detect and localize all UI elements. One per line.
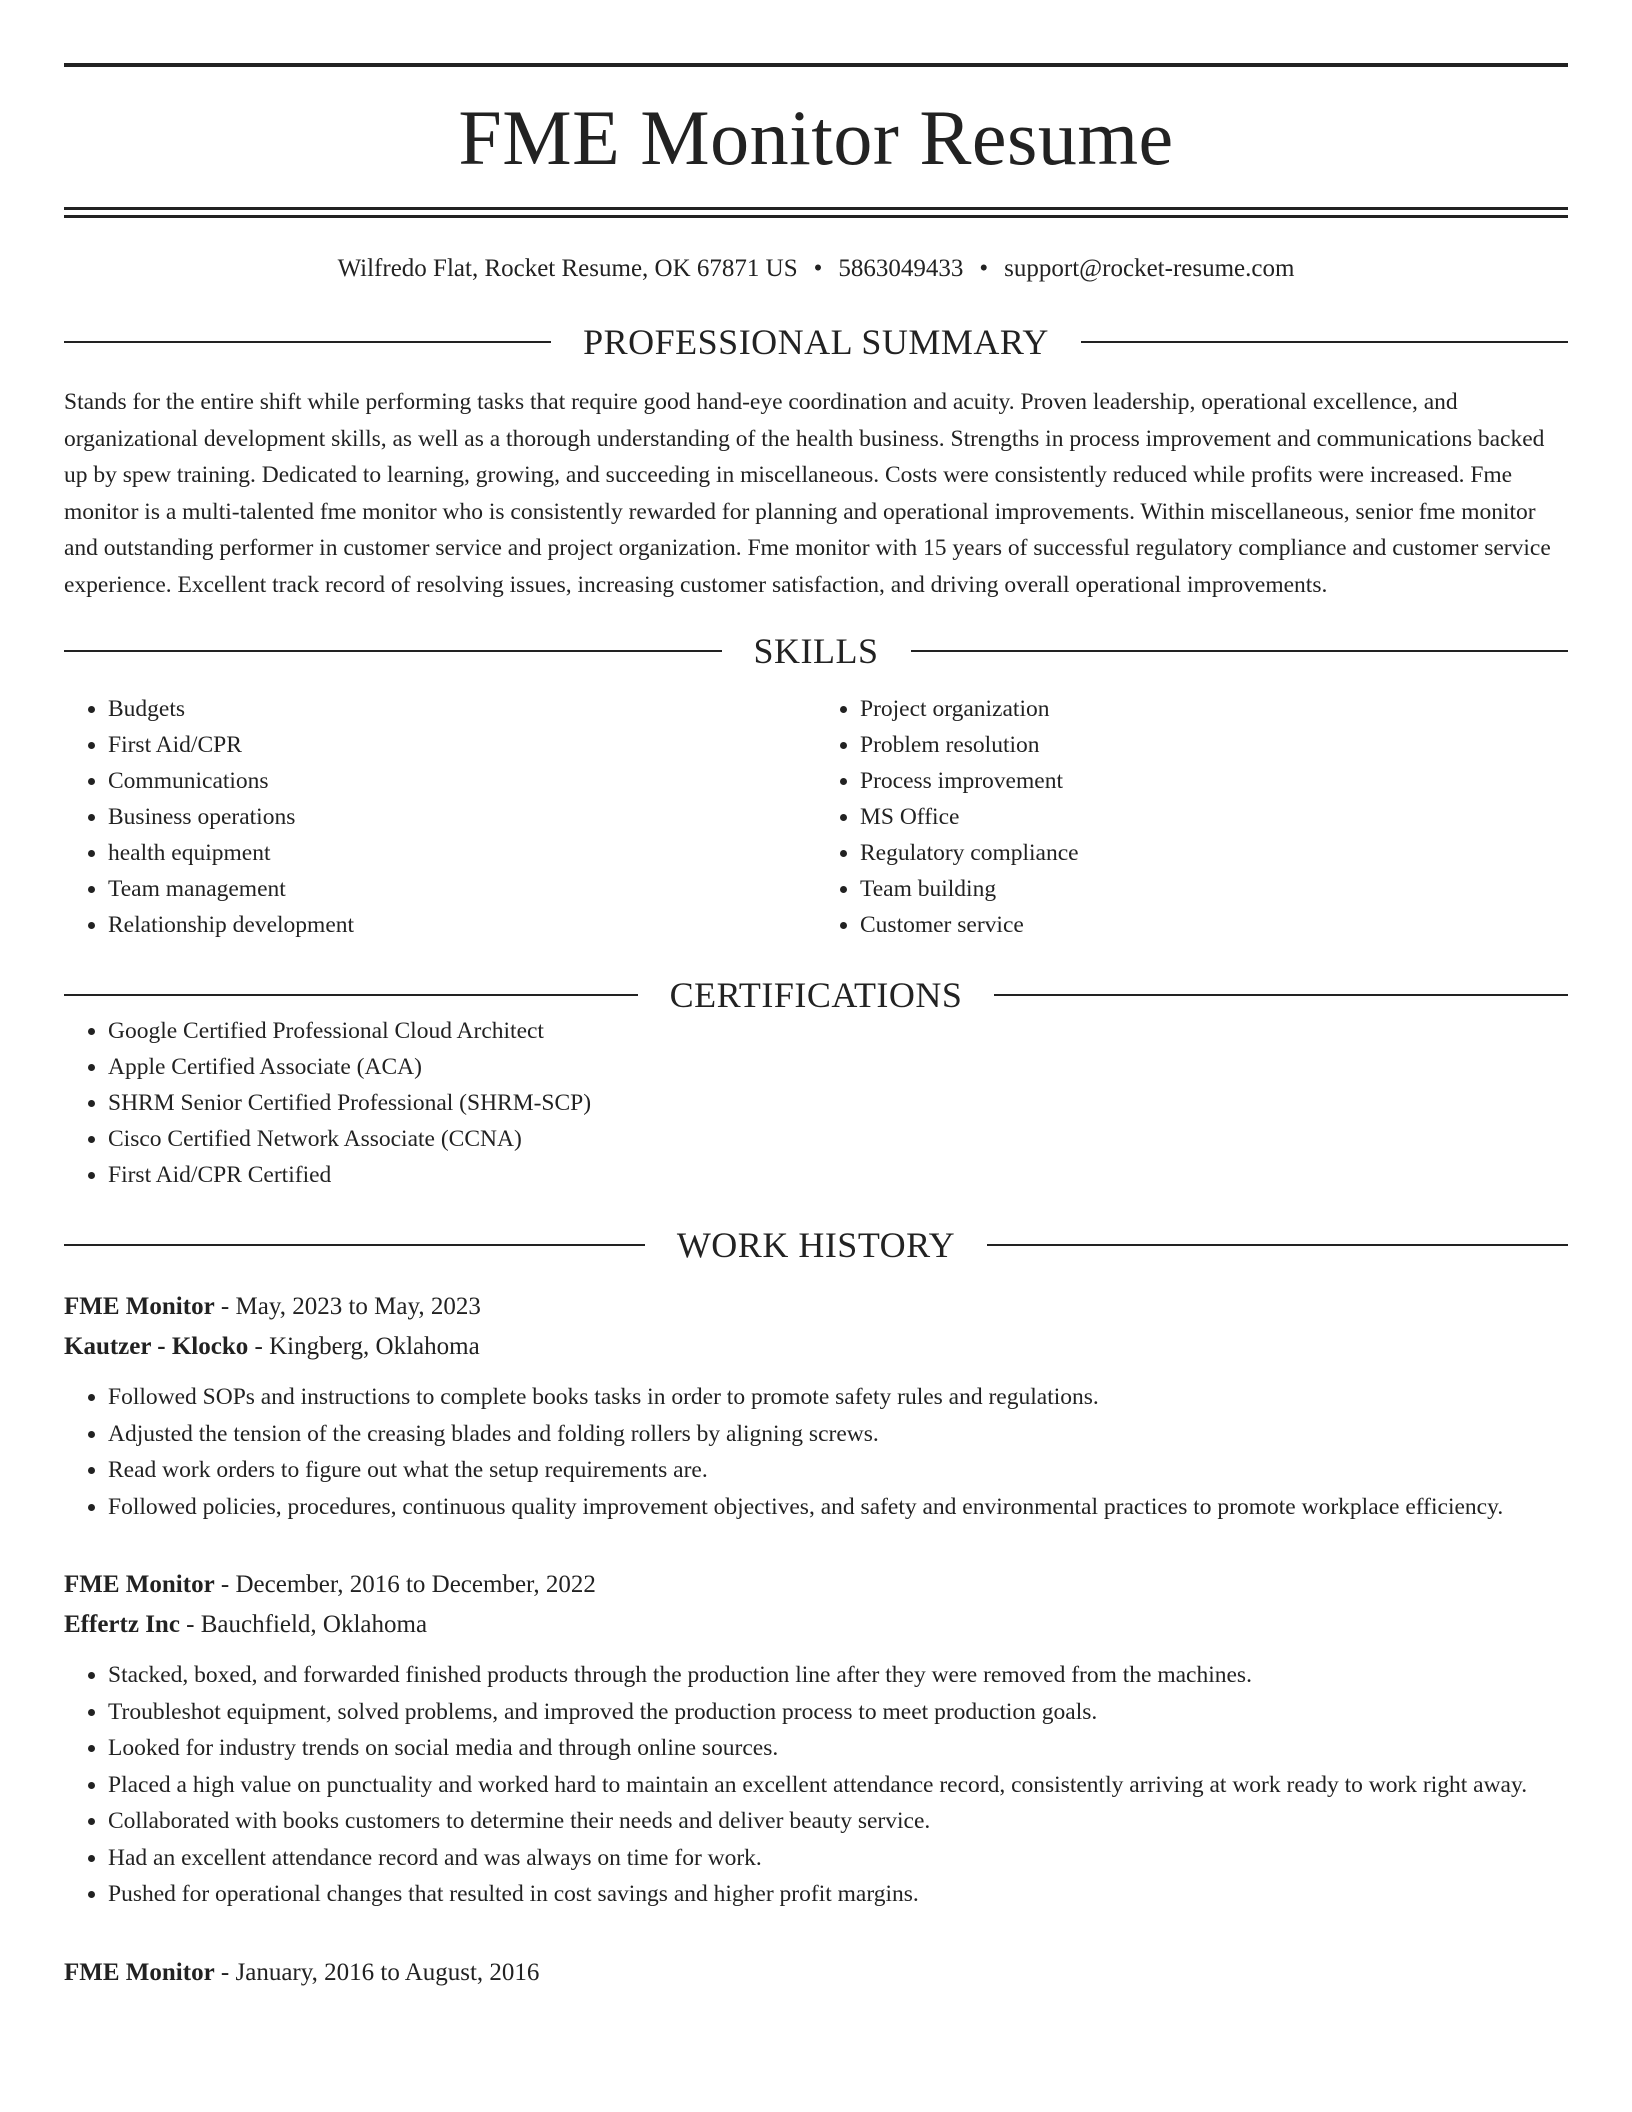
skill-item: • Problem resolution bbox=[860, 727, 1568, 763]
job-bullet: • Followed policies, procedures, continuous quality improvement objectives, and safety and environmental practices to promote workplace efficiency. bbox=[108, 1489, 1568, 1526]
skill-item: • Team management bbox=[108, 871, 816, 907]
certifications-list bbox=[64, 1013, 1568, 1193]
certification-item: • Cisco Certified Network Associate (CCNA) bbox=[108, 1121, 1568, 1157]
job-bullets bbox=[64, 1657, 1568, 1913]
job-bullet: • Stacked, boxed, and forwarded finished products through the production line after they were removed from the machines. bbox=[108, 1657, 1568, 1694]
heading-rule-right bbox=[994, 994, 1568, 996]
job-bullet: • Read work orders to figure out what the setup requirements are. bbox=[108, 1452, 1568, 1489]
job-location: Kingberg, Oklahoma bbox=[269, 1333, 480, 1360]
contact-address: Wilfredo Flat, Rocket Resume, OK 67871 US bbox=[337, 255, 798, 282]
skills-list-right bbox=[816, 691, 1568, 943]
job-bullet: • Collaborated with books customers to determine their needs and deliver beauty service. bbox=[108, 1803, 1568, 1840]
heading-rule-right bbox=[987, 1244, 1568, 1246]
skill-item: • health equipment bbox=[108, 835, 816, 871]
job-bullet: • Troubleshot equipment, solved problems, and improved the production process to meet production goals. bbox=[108, 1694, 1568, 1731]
job-bullet: • Had an excellent attendance record and was always on time for work. bbox=[108, 1840, 1568, 1877]
skill-item: • Regulatory compliance bbox=[860, 835, 1568, 871]
job-bullets bbox=[64, 1379, 1568, 1525]
job-title-line: FME Monitor - May, 2023 to May, 2023 bbox=[64, 1293, 481, 1320]
skill-item: • Project organization bbox=[860, 691, 1568, 727]
skill-item: • First Aid/CPR bbox=[108, 727, 816, 763]
skill-item: • Team building bbox=[860, 871, 1568, 907]
skills-section-heading bbox=[64, 633, 1568, 669]
job-dates: May, 2023 to May, 2023 bbox=[235, 1293, 481, 1320]
skill-item: • Business operations bbox=[108, 799, 816, 835]
job-title: FME Monitor bbox=[64, 1571, 215, 1598]
heading-rule-left bbox=[64, 994, 638, 996]
heading-rule-right bbox=[1081, 341, 1568, 343]
job-company: Effertz Inc bbox=[64, 1611, 180, 1638]
certification-item: • First Aid/CPR Certified bbox=[108, 1157, 1568, 1193]
certifications-heading: CERTIFICATIONS bbox=[669, 975, 963, 1015]
job-title: FME Monitor bbox=[64, 1958, 215, 1986]
skills-list-left bbox=[64, 691, 816, 943]
heading-rule-left bbox=[64, 1244, 645, 1246]
skill-item: • Relationship development bbox=[108, 907, 816, 943]
contact-email: support@rocket-resume.com bbox=[1004, 255, 1295, 282]
job-entry bbox=[64, 1287, 1568, 1525]
job-bullet: • Looked for industry trends on social media and through online sources. bbox=[108, 1730, 1568, 1767]
job-dates: January, 2016 to August, 2016 bbox=[235, 1958, 540, 1986]
top-rule bbox=[64, 63, 1568, 67]
title-double-rule bbox=[64, 207, 1568, 218]
certification-item: • Google Certified Professional Cloud Architect bbox=[108, 1013, 1568, 1049]
job-company-line: Kautzer - Klocko - Kingberg, Oklahoma bbox=[64, 1333, 480, 1360]
skill-item: • Customer service bbox=[860, 907, 1568, 943]
job-bullet: • Followed SOPs and instructions to complete books tasks in order to promote safety rules and regulations. bbox=[108, 1379, 1568, 1416]
job-bullet: • Adjusted the tension of the creasing blades and folding rollers by aligning screws. bbox=[108, 1416, 1568, 1453]
job-entry bbox=[64, 1953, 1568, 1993]
skill-item: • MS Office bbox=[860, 799, 1568, 835]
contact-line bbox=[64, 254, 1568, 284]
skills-columns bbox=[64, 691, 1568, 943]
heading-rule-left bbox=[64, 650, 722, 652]
summary-section-heading bbox=[64, 324, 1568, 360]
job-location: Bauchfield, Oklahoma bbox=[200, 1611, 428, 1638]
certification-item: • SHRM Senior Certified Professional (SHRM-SCP) bbox=[108, 1085, 1568, 1121]
contact-phone: 5863049433 bbox=[838, 255, 964, 282]
summary-text: Stands for the entire shift while performing tasks that require good hand-eye coordination and acuity. Proven leadership, operational excellence, and organizational development skills, as well as a thorough understanding of the health business. Strengths in process improvement and communications backed up by spew training. Dedicated to learning, growing, and succeeding in miscellaneous. Costs were consistently reduced while profits were increased. Fme monitor is a multi-talented fme monitor who is consistently rewarded for planning and operational improvements. Within miscellaneous, senior fme monitor and outstanding performer in customer service and project organization. Fme monitor with 15 years of successful regulatory compliance and customer service experience. Excellent track record of resolving issues, increasing customer satisfaction, and driving overall operational improvements. bbox=[64, 389, 1551, 598]
skill-item: • Process improvement bbox=[860, 763, 1568, 799]
job-bullet: • Placed a high value on punctuality and worked hard to maintain an excellent attendance record, consistently arriving at work ready to work right away. bbox=[108, 1767, 1568, 1804]
job-title-line: FME Monitor - January, 2016 to August, 2016 bbox=[64, 1958, 540, 1986]
job-dates: December, 2016 to December, 2022 bbox=[235, 1571, 596, 1598]
job-title-line: FME Monitor - December, 2016 to December, 2022 bbox=[64, 1571, 596, 1598]
job-entry bbox=[64, 1565, 1568, 1913]
job-company-line: Effertz Inc - Bauchfield, Oklahoma bbox=[64, 1611, 428, 1638]
work-history-heading: WORK HISTORY bbox=[676, 1225, 956, 1265]
job-company: Kautzer - Klocko bbox=[64, 1333, 249, 1360]
heading-rule-right bbox=[911, 650, 1569, 652]
skill-item: • Budgets bbox=[108, 691, 816, 727]
certification-item: • Apple Certified Associate (ACA) bbox=[108, 1049, 1568, 1085]
summary-heading: PROFESSIONAL SUMMARY bbox=[583, 322, 1049, 362]
resume-title: FME Monitor Resume bbox=[458, 94, 1174, 181]
job-title: FME Monitor bbox=[64, 1293, 215, 1320]
work-history-section-heading bbox=[64, 1227, 1568, 1263]
job-bullet: • Pushed for operational changes that resulted in cost savings and higher profit margins. bbox=[108, 1876, 1568, 1913]
certifications-section-heading bbox=[64, 977, 1568, 1013]
skill-item: • Communications bbox=[108, 763, 816, 799]
heading-rule-left bbox=[64, 341, 551, 343]
skills-heading: SKILLS bbox=[753, 631, 879, 671]
contact-separator: • bbox=[979, 255, 989, 282]
contact-separator: • bbox=[813, 255, 823, 282]
